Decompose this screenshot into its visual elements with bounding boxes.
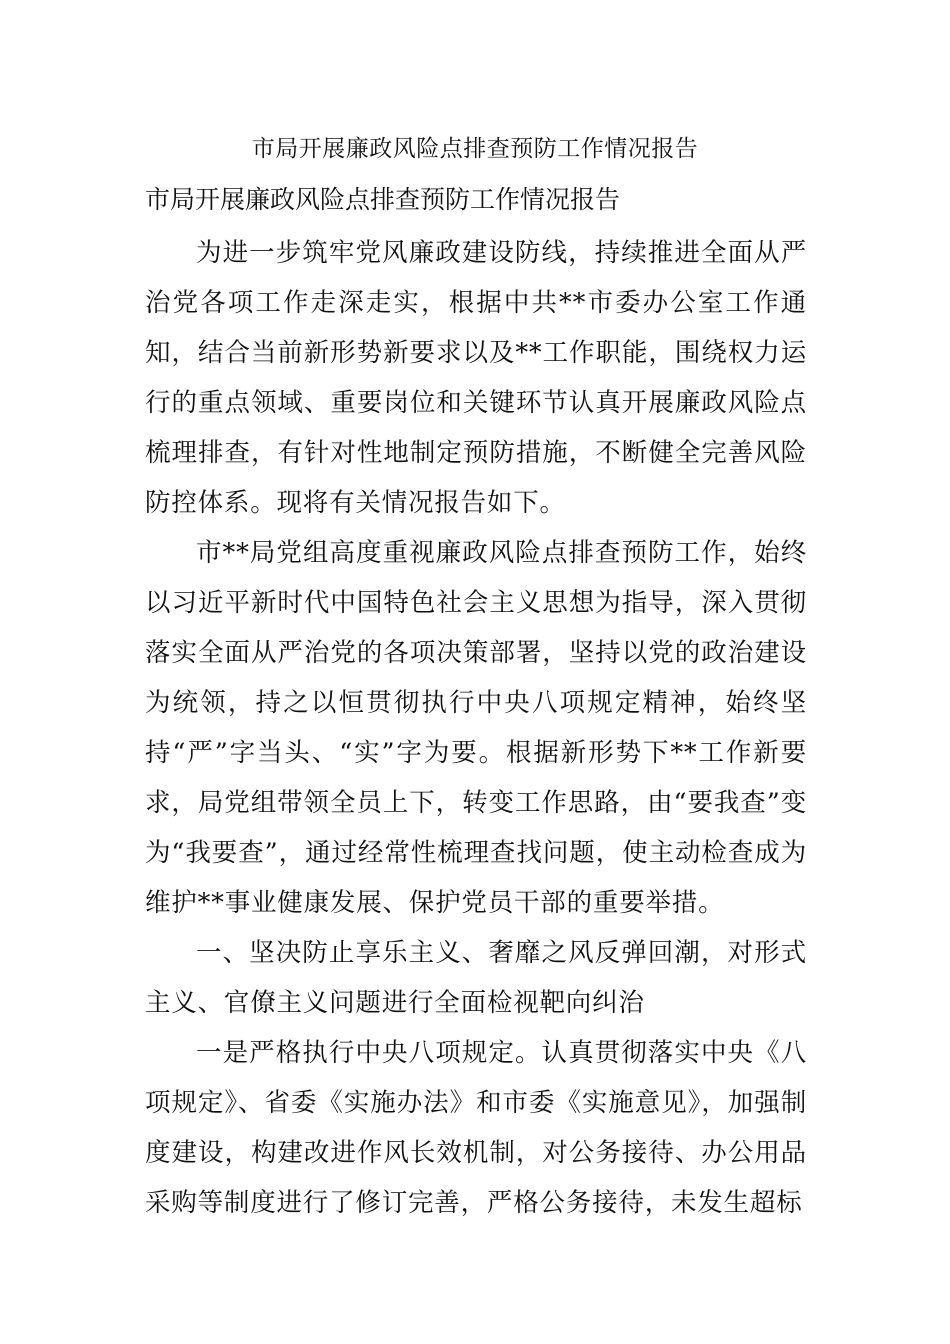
paragraph-intro: 为进一步筑牢党风廉政建设防线，持续推进全面从严治党各项工作走深走实，根据中共**市委办公室工作通知，结合当前新形势新要求以及**工作职能，围绕权力运行的重点领域、重要岗位和关键环节认真开展廉政风险点梳理排查，有针对性地制定预防措施，不断健全完善风险防控体系。现将有关情况报告如下。 bbox=[145, 238, 807, 518]
section-heading-1: 一、坚决防止享乐主义、奢靡之风反弹回潮，对形式主义、官僚主义问题进行全面检视靶向纠治 bbox=[145, 938, 807, 1018]
document-subtitle: 市局开展廉政风险点排查预防工作情况报告 bbox=[145, 185, 621, 214]
paragraph-overview: 市**局党组高度重视廉政风险点排查预防工作，始终以习近平新时代中国特色社会主义思想为指导，深入贯彻落实全面从严治党的各项决策部署，坚持以党的政治建设为统领，持之以恒贯彻执行中央八项规定精神，始终坚持“严”字当头、“实”字为要。根据新形势下**工作新要求，局党组带领全员上下，转变工作思路，由“要我查”变为“我要查”，通过经常性梳理查找问题，使主动检查成为维护**事业健康发展、保护党员干部的重要举措。 bbox=[145, 538, 807, 918]
document-body bbox=[145, 228, 807, 1228]
paragraph-section-1-item-1: 一是严格执行中央八项规定。认真贯彻落实中央《八项规定》、省委《实施办法》和市委《实施意见》，加强制度建设，构建改进作风长效机制，对公务接待、办公用品采购等制度进行了修订完善，严格公务接待，未发生超标 bbox=[145, 1038, 807, 1218]
document-title: 市局开展廉政风险点排查预防工作情况报告 bbox=[251, 136, 699, 162]
